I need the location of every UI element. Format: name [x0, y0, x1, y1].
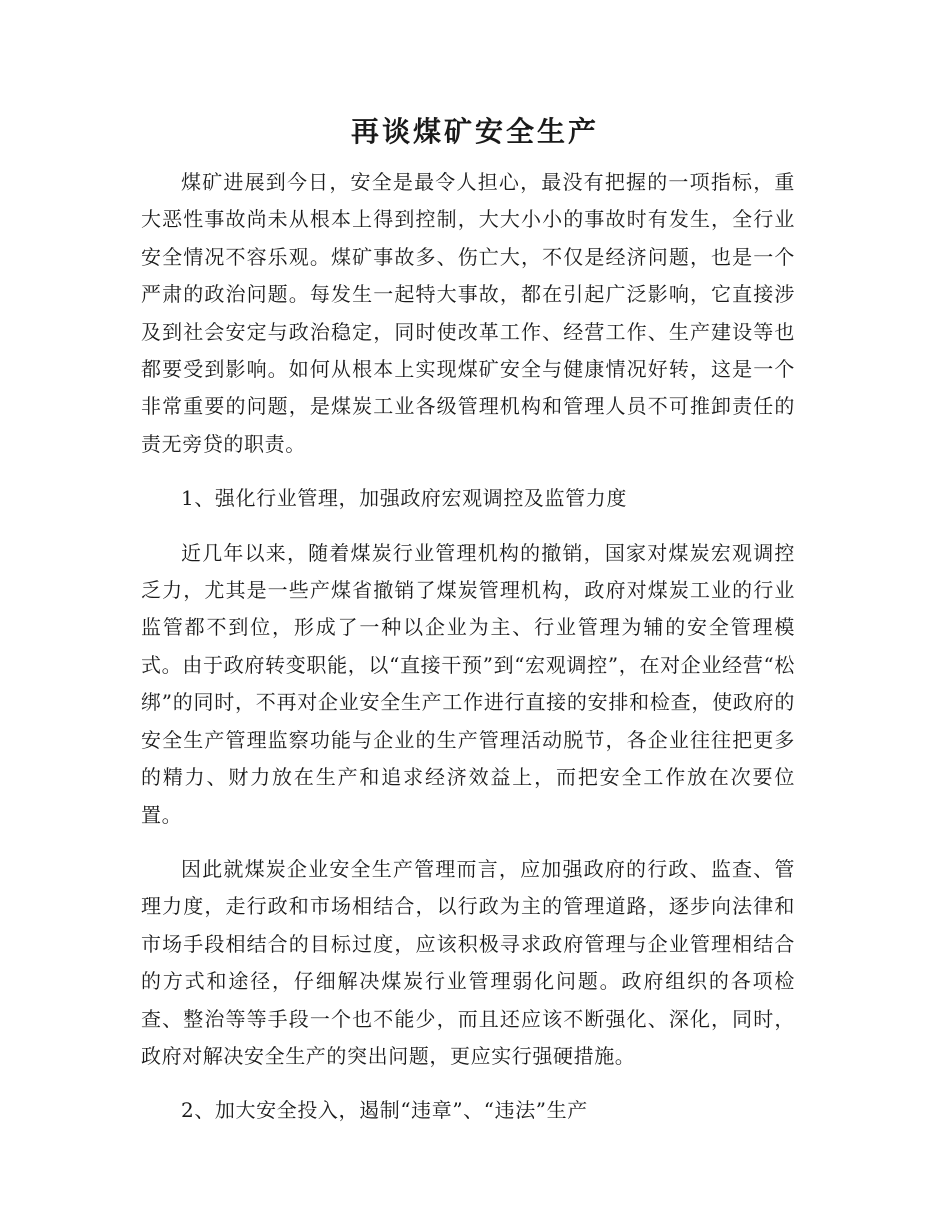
paragraph-industry-management: 近几年以来，随着煤炭行业管理机构的撤销，国家对煤炭宏观调控乏力，尤其是一些产煤省撤销了煤炭管理机构，政府对煤炭工业的行业监管都不到位，形成了一种以企业为主、行业管理为辅的安全管理模式。由于政府转变职能，以“直接干预”到“宏观调控”，在对企业经营“松绑”的同时，不再对企业安全生产工作进行直接的安排和检查，使政府的安全生产管理监察功能与企业的生产管理活动脱节，各企业往往把更多的精力、财力放在生产和追求经济效益上，而把安全工作放在次要位置。 — [141, 540, 795, 827]
document-title: 再谈煤矿安全生产 — [350, 115, 599, 148]
section-heading-1: 1、强化行业管理，加强政府宏观调控及监管力度 — [181, 486, 627, 511]
paragraph-intro: 煤矿进展到今日，安全是最令人担心，最没有把握的一项指标，重大恶性事故尚未从根本上得到控制，大大小小的事故时有发生，全行业安全情况不容乐观。煤矿事故多、伤亡大，不仅是经济问题，也是一个严肃的政治问题。每发生一起特大事故，都在引起广泛影响，它直接涉及到社会安定与政治稳定，同时使改革工作、经营工作、生产建设等也都要受到影响。如何从根本上实现煤矿安全与健康情况好转，这是一个非常重要的问题，是煤炭工业各级管理机构和管理人员不可推卸责任的责无旁贷的职责。 — [141, 170, 795, 456]
paragraph-government-supervision: 因此就煤炭企业安全生产管理而言，应加强政府的行政、监查、管理力度，走行政和市场相结合，以行政为主的管理道路，逐步向法律和市场手段相结合的目标过度，应该积极寻求政府管理与企业管理相结合的方式和途径，仔细解决煤炭行业管理弱化问题。政府组织的各项检查、整治等等手段一个也不能少，而且还应该不断强化、深化，同时，政府对解决安全生产的突出问题，更应实行强硬措施。 — [141, 856, 795, 1068]
section-heading-2: 2、加大安全投入，遏制“违章”、“违法”生产 — [181, 1098, 588, 1123]
document-body — [141, 164, 795, 1147]
